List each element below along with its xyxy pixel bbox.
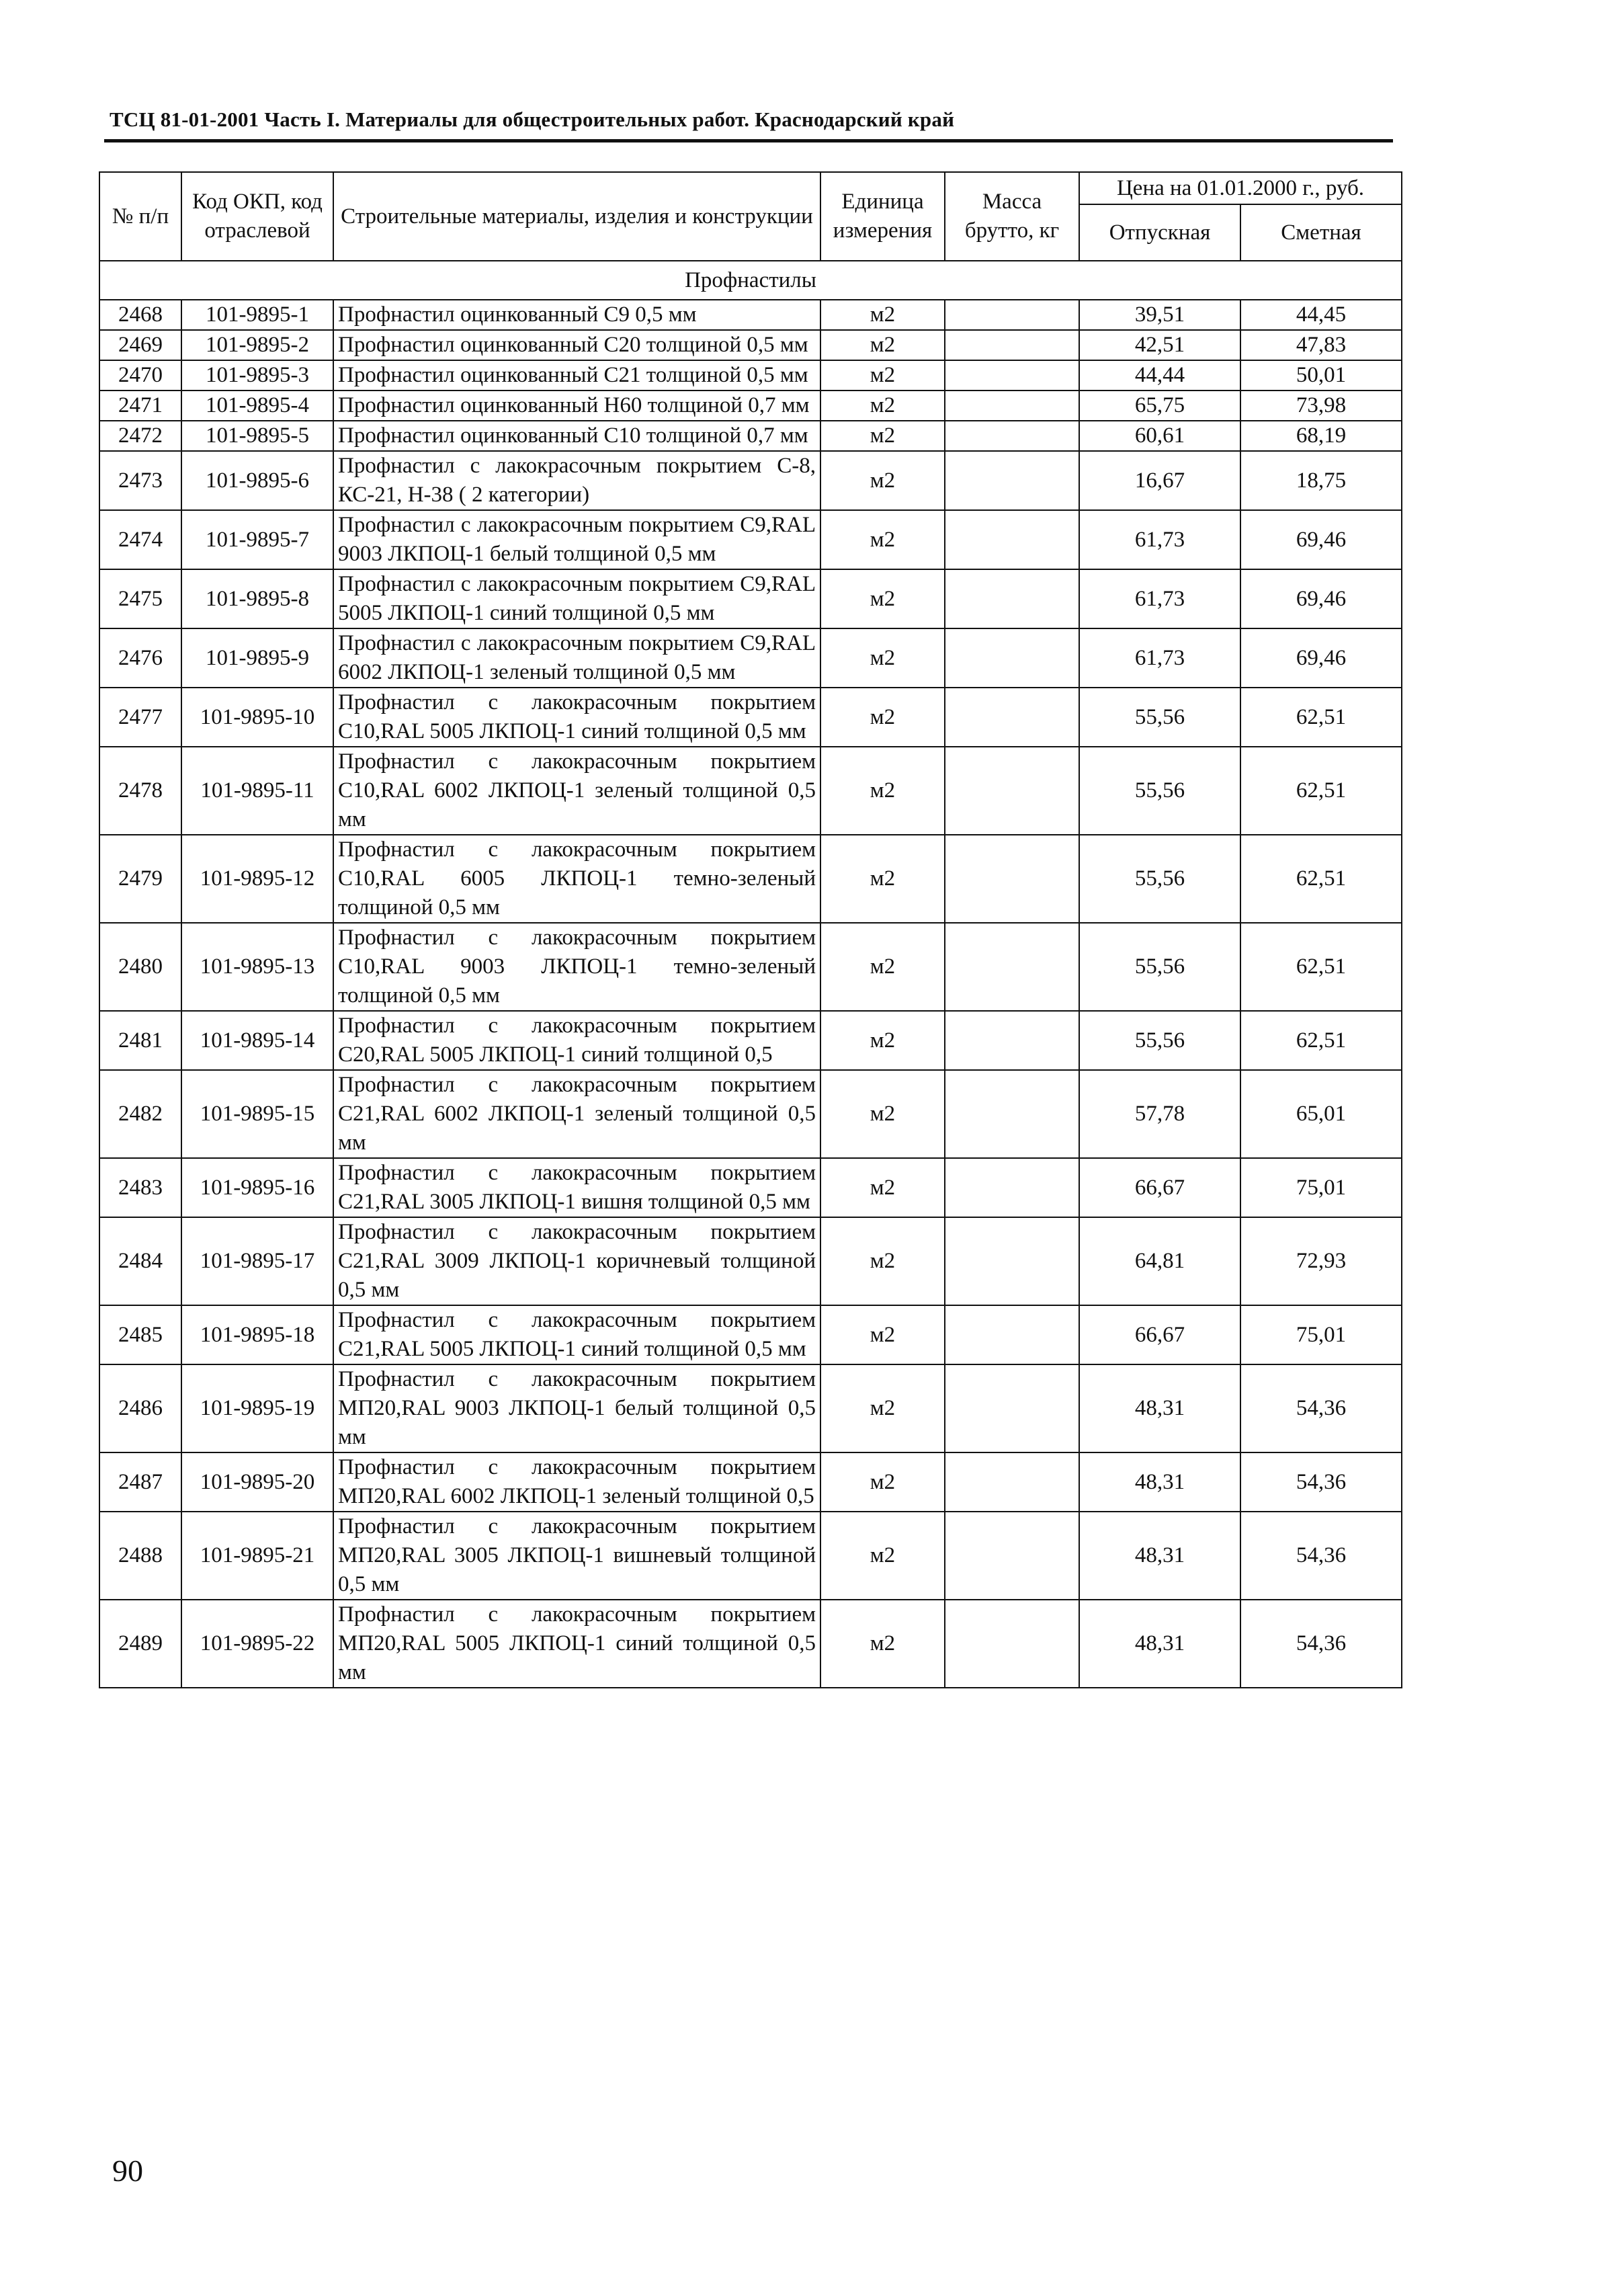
cell-name: Профнастил с лакокрасочным покрытием С9,RAL 9003 ЛКПОЦ-1 белый толщиной 0,5 мм — [333, 510, 820, 569]
cell-price-release: 55,56 — [1079, 835, 1240, 923]
cell-price-estimate: 62,51 — [1240, 835, 1402, 923]
cell-num: 2472 — [99, 421, 181, 451]
table-row — [99, 835, 1402, 923]
cell-num: 2481 — [99, 1011, 181, 1070]
cell-price-estimate: 72,93 — [1240, 1217, 1402, 1305]
cell-code: 101-9895-16 — [181, 1158, 333, 1217]
table-row — [99, 300, 1402, 330]
cell-num: 2489 — [99, 1600, 181, 1688]
col-header-mass: Масса брутто, кг — [945, 172, 1079, 261]
cell-price-estimate: 69,46 — [1240, 628, 1402, 688]
cell-name: Профнастил с лакокрасочным покрытием С10,RAL 9003 ЛКПОЦ-1 темно-зеленый толщиной 0,5 мм — [333, 923, 820, 1011]
cell-mass — [945, 1512, 1079, 1600]
cell-code: 101-9895-18 — [181, 1305, 333, 1364]
col-header-name: Строительные материалы, изделия и конструкции — [333, 172, 820, 261]
cell-num: 2483 — [99, 1158, 181, 1217]
cell-num: 2471 — [99, 391, 181, 421]
cell-num: 2488 — [99, 1512, 181, 1600]
cell-price-release: 48,31 — [1079, 1452, 1240, 1512]
cell-code: 101-9895-22 — [181, 1600, 333, 1688]
cell-code: 101-9895-10 — [181, 688, 333, 747]
cell-mass — [945, 300, 1079, 330]
cell-price-release: 66,67 — [1079, 1158, 1240, 1217]
cell-unit: м2 — [820, 747, 945, 835]
cell-price-release: 60,61 — [1079, 421, 1240, 451]
cell-unit: м2 — [820, 1512, 945, 1600]
cell-name: Профнастил с лакокрасочным покрытием С9,RAL 6002 ЛКПОЦ-1 зеленый толщиной 0,5 мм — [333, 628, 820, 688]
cell-price-estimate: 68,19 — [1240, 421, 1402, 451]
cell-num: 2479 — [99, 835, 181, 923]
cell-unit: м2 — [820, 360, 945, 391]
cell-mass — [945, 747, 1079, 835]
page-number: 90 — [112, 2154, 143, 2188]
cell-price-release: 55,56 — [1079, 747, 1240, 835]
table-head — [99, 172, 1402, 261]
cell-code: 101-9895-15 — [181, 1070, 333, 1158]
cell-name: Профнастил с лакокрасочным покрытием С10,RAL 6005 ЛКПОЦ-1 темно-зеленый толщиной 0,5 мм — [333, 835, 820, 923]
cell-unit: м2 — [820, 1305, 945, 1364]
section-row — [99, 261, 1402, 300]
page-header: ТСЦ 81-01-2001 Часть I. Материалы для общестроительных работ. Краснодарский край — [110, 108, 955, 131]
cell-price-release: 16,67 — [1079, 451, 1240, 510]
cell-num: 2469 — [99, 330, 181, 360]
cell-price-estimate: 18,75 — [1240, 451, 1402, 510]
table-row — [99, 421, 1402, 451]
cell-mass — [945, 330, 1079, 360]
cell-mass — [945, 1600, 1079, 1688]
cell-mass — [945, 1158, 1079, 1217]
col-header-price-release: Отпускная — [1079, 204, 1240, 261]
cell-code: 101-9895-5 — [181, 421, 333, 451]
cell-unit: м2 — [820, 391, 945, 421]
cell-num: 2484 — [99, 1217, 181, 1305]
cell-num: 2482 — [99, 1070, 181, 1158]
cell-price-estimate: 65,01 — [1240, 1070, 1402, 1158]
cell-mass — [945, 1305, 1079, 1364]
table-body — [99, 261, 1402, 1688]
cell-name: Профнастил с лакокрасочным покрытием С21,RAL 5005 ЛКПОЦ-1 синий толщиной 0,5 мм — [333, 1305, 820, 1364]
table-row — [99, 923, 1402, 1011]
cell-num: 2487 — [99, 1452, 181, 1512]
cell-code: 101-9895-4 — [181, 391, 333, 421]
cell-unit: м2 — [820, 1070, 945, 1158]
cell-code: 101-9895-17 — [181, 1217, 333, 1305]
cell-num: 2477 — [99, 688, 181, 747]
cell-price-estimate: 62,51 — [1240, 1011, 1402, 1070]
cell-price-release: 42,51 — [1079, 330, 1240, 360]
cell-price-estimate: 62,51 — [1240, 688, 1402, 747]
cell-price-release: 44,44 — [1079, 360, 1240, 391]
cell-mass — [945, 1364, 1079, 1452]
cell-mass — [945, 923, 1079, 1011]
table-row — [99, 360, 1402, 391]
col-header-num: № п/п — [99, 172, 181, 261]
cell-num: 2486 — [99, 1364, 181, 1452]
cell-num: 2480 — [99, 923, 181, 1011]
col-header-price-estimate: Сметная — [1240, 204, 1402, 261]
cell-price-estimate: 47,83 — [1240, 330, 1402, 360]
cell-name: Профнастил с лакокрасочным покрытием С-8, КС-21, Н-38 ( 2 категории) — [333, 451, 820, 510]
cell-price-release: 61,73 — [1079, 628, 1240, 688]
table-row — [99, 747, 1402, 835]
cell-mass — [945, 835, 1079, 923]
section-title: Профнастилы — [99, 261, 1402, 300]
cell-code: 101-9895-19 — [181, 1364, 333, 1452]
cell-num: 2468 — [99, 300, 181, 330]
cell-name: Профнастил оцинкованный Н60 толщиной 0,7 мм — [333, 391, 820, 421]
cell-price-release: 66,67 — [1079, 1305, 1240, 1364]
cell-name: Профнастил с лакокрасочным покрытием С9,RAL 5005 ЛКПОЦ-1 синий толщиной 0,5 мм — [333, 569, 820, 628]
cell-price-estimate: 73,98 — [1240, 391, 1402, 421]
cell-price-estimate: 54,36 — [1240, 1452, 1402, 1512]
cell-price-release: 64,81 — [1079, 1217, 1240, 1305]
cell-price-release: 48,31 — [1079, 1364, 1240, 1452]
cell-name: Профнастил с лакокрасочным покрытием С21,RAL 3005 ЛКПОЦ-1 вишня толщиной 0,5 мм — [333, 1158, 820, 1217]
cell-unit: м2 — [820, 923, 945, 1011]
cell-code: 101-9895-6 — [181, 451, 333, 510]
table-row — [99, 1158, 1402, 1217]
cell-num: 2475 — [99, 569, 181, 628]
cell-num: 2473 — [99, 451, 181, 510]
cell-price-release: 48,31 — [1079, 1512, 1240, 1600]
cell-unit: м2 — [820, 569, 945, 628]
cell-price-estimate: 69,46 — [1240, 510, 1402, 569]
cell-price-release: 48,31 — [1079, 1600, 1240, 1688]
cell-unit: м2 — [820, 688, 945, 747]
cell-unit: м2 — [820, 421, 945, 451]
cell-unit: м2 — [820, 1158, 945, 1217]
table-row — [99, 688, 1402, 747]
table-row — [99, 1011, 1402, 1070]
cell-mass — [945, 1452, 1079, 1512]
cell-price-release: 55,56 — [1079, 688, 1240, 747]
col-header-price-group: Цена на 01.01.2000 г., руб. — [1079, 172, 1402, 204]
price-table — [99, 171, 1402, 1688]
cell-name: Профнастил с лакокрасочным покрытием МП20,RAL 3005 ЛКПОЦ-1 вишневый толщиной 0,5 мм — [333, 1512, 820, 1600]
cell-code: 101-9895-13 — [181, 923, 333, 1011]
cell-price-release: 57,78 — [1079, 1070, 1240, 1158]
cell-unit: м2 — [820, 451, 945, 510]
cell-unit: м2 — [820, 1600, 945, 1688]
cell-price-release: 55,56 — [1079, 923, 1240, 1011]
cell-code: 101-9895-2 — [181, 330, 333, 360]
cell-mass — [945, 688, 1079, 747]
table-row — [99, 1452, 1402, 1512]
cell-name: Профнастил с лакокрасочным покрытием С10,RAL 5005 ЛКПОЦ-1 синий толщиной 0,5 мм — [333, 688, 820, 747]
cell-unit: м2 — [820, 510, 945, 569]
cell-code: 101-9895-7 — [181, 510, 333, 569]
cell-unit: м2 — [820, 1011, 945, 1070]
cell-name: Профнастил с лакокрасочным покрытием С21,RAL 6002 ЛКПОЦ-1 зеленый толщиной 0,5 мм — [333, 1070, 820, 1158]
cell-code: 101-9895-20 — [181, 1452, 333, 1512]
cell-price-estimate: 44,45 — [1240, 300, 1402, 330]
cell-name: Профнастил с лакокрасочным покрытием МП20,RAL 9003 ЛКПОЦ-1 белый толщиной 0,5 мм — [333, 1364, 820, 1452]
cell-mass — [945, 360, 1079, 391]
cell-price-estimate: 69,46 — [1240, 569, 1402, 628]
table-row — [99, 1305, 1402, 1364]
cell-code: 101-9895-11 — [181, 747, 333, 835]
table-row — [99, 1364, 1402, 1452]
cell-name: Профнастил с лакокрасочным покрытием МП20,RAL 5005 ЛКПОЦ-1 синий толщиной 0,5 мм — [333, 1600, 820, 1688]
cell-unit: м2 — [820, 835, 945, 923]
cell-code: 101-9895-12 — [181, 835, 333, 923]
cell-mass — [945, 1070, 1079, 1158]
cell-price-estimate: 50,01 — [1240, 360, 1402, 391]
cell-code: 101-9895-1 — [181, 300, 333, 330]
cell-price-release: 61,73 — [1079, 510, 1240, 569]
cell-name: Профнастил оцинкованный С20 толщиной 0,5 мм — [333, 330, 820, 360]
cell-code: 101-9895-3 — [181, 360, 333, 391]
cell-name: Профнастил оцинкованный С21 толщиной 0,5 мм — [333, 360, 820, 391]
cell-unit: м2 — [820, 300, 945, 330]
cell-name: Профнастил оцинкованный С9 0,5 мм — [333, 300, 820, 330]
cell-mass — [945, 1217, 1079, 1305]
cell-unit: м2 — [820, 330, 945, 360]
cell-code: 101-9895-14 — [181, 1011, 333, 1070]
cell-mass — [945, 451, 1079, 510]
cell-price-release: 55,56 — [1079, 1011, 1240, 1070]
cell-num: 2474 — [99, 510, 181, 569]
cell-unit: м2 — [820, 628, 945, 688]
cell-code: 101-9895-8 — [181, 569, 333, 628]
cell-num: 2478 — [99, 747, 181, 835]
table-row — [99, 330, 1402, 360]
cell-num: 2470 — [99, 360, 181, 391]
cell-unit: м2 — [820, 1452, 945, 1512]
cell-name: Профнастил с лакокрасочным покрытием С20,RAL 5005 ЛКПОЦ-1 синий толщиной 0,5 — [333, 1011, 820, 1070]
col-header-code: Код ОКП, код отраслевой — [181, 172, 333, 261]
table-row — [99, 391, 1402, 421]
cell-num: 2476 — [99, 628, 181, 688]
cell-unit: м2 — [820, 1217, 945, 1305]
cell-code: 101-9895-9 — [181, 628, 333, 688]
table-row — [99, 1217, 1402, 1305]
cell-num: 2485 — [99, 1305, 181, 1364]
table-row — [99, 451, 1402, 510]
cell-name: Профнастил с лакокрасочным покрытием С21,RAL 3009 ЛКПОЦ-1 коричневый толщиной 0,5 мм — [333, 1217, 820, 1305]
cell-mass — [945, 510, 1079, 569]
table-row — [99, 569, 1402, 628]
cell-price-estimate: 54,36 — [1240, 1364, 1402, 1452]
cell-mass — [945, 391, 1079, 421]
cell-price-estimate: 75,01 — [1240, 1158, 1402, 1217]
header-divider — [104, 139, 1393, 142]
cell-price-estimate: 75,01 — [1240, 1305, 1402, 1364]
table-row — [99, 510, 1402, 569]
cell-name: Профнастил оцинкованный С10 толщиной 0,7 мм — [333, 421, 820, 451]
cell-mass — [945, 421, 1079, 451]
table-row — [99, 1070, 1402, 1158]
cell-name: Профнастил с лакокрасочным покрытием МП20,RAL 6002 ЛКПОЦ-1 зеленый толщиной 0,5 — [333, 1452, 820, 1512]
cell-price-estimate: 62,51 — [1240, 747, 1402, 835]
table-row — [99, 1600, 1402, 1688]
cell-mass — [945, 569, 1079, 628]
cell-mass — [945, 628, 1079, 688]
cell-price-estimate: 62,51 — [1240, 923, 1402, 1011]
table-row — [99, 628, 1402, 688]
cell-price-release: 61,73 — [1079, 569, 1240, 628]
cell-unit: м2 — [820, 1364, 945, 1452]
cell-price-release: 39,51 — [1079, 300, 1240, 330]
cell-mass — [945, 1011, 1079, 1070]
cell-code: 101-9895-21 — [181, 1512, 333, 1600]
cell-name: Профнастил с лакокрасочным покрытием С10,RAL 6002 ЛКПОЦ-1 зеленый толщиной 0,5 мм — [333, 747, 820, 835]
cell-price-release: 65,75 — [1079, 391, 1240, 421]
cell-price-estimate: 54,36 — [1240, 1512, 1402, 1600]
table-row — [99, 1512, 1402, 1600]
col-header-unit: Единица измерения — [820, 172, 945, 261]
cell-price-estimate: 54,36 — [1240, 1600, 1402, 1688]
